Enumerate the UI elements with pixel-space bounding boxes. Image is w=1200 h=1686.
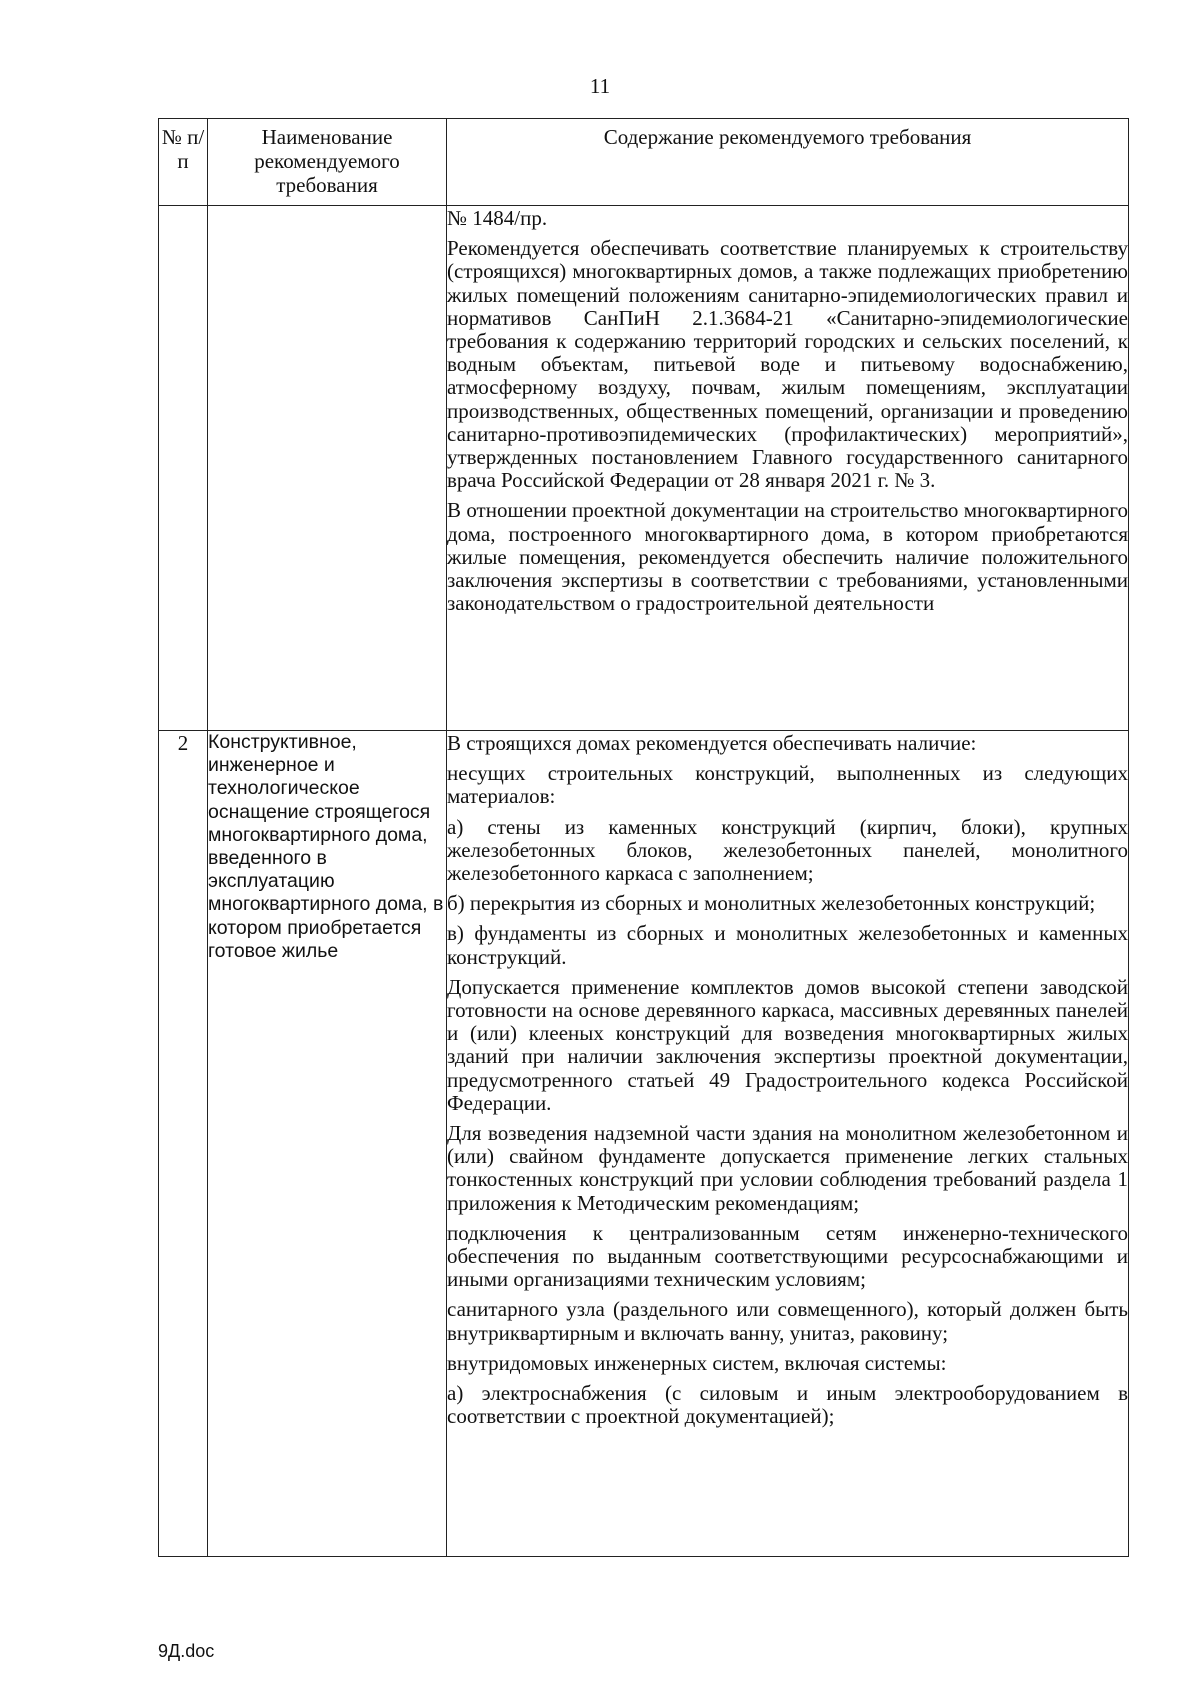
- paragraph: В отношении проектной документации на строительство многоквартирного дома, построенного многоквартирного дома, в котором приобретаются жилые помещения, рекомендуется обеспечить наличие положительного заключения экспертизы в соответствии с требованиями, установленными законодательством о градостроительной деятельности: [447, 498, 1128, 616]
- requirements-table: [158, 118, 1129, 1557]
- paragraph: Рекомендуется обеспечивать соответствие планируемых к строительству (строящихся) многоквартирных домов, а также подлежащих приобретению жилых помещений положениям санитарно-эпидемиологических правил и нормативов СанПиН 2.1.3684-21 «Санитарно-эпидемиологические требования к содержанию территорий городских и сельских поселений, к водным объектам, питьевой воде и питьевому водоснабжению, атмосферному воздуху, почвам, жилым помещениям, эксплуатации производственных, общественных помещений, организации и проведению санитарно-противоэпидемических (профилактических) мероприятий», утвержденных постановлением Главного государственного санитарного врача Российской Федерации от 28 января 2021 г. № 3.: [447, 236, 1128, 493]
- paragraph: санитарного узла (раздельного или совмещенного), который должен быть внутриквартирным и включать ванну, унитаз, раковину;: [447, 1297, 1128, 1345]
- paragraph: Для возведения надземной части здания на монолитном железобетонном и (или) свайном фундаменте допускается применение легких стальных тонкостенных конструкций при условии соблюдения требований раздела 1 приложения к Методическим рекомендациям;: [447, 1121, 1128, 1215]
- header-number: № п/п: [159, 119, 208, 206]
- paragraph: подключения к централизованным сетям инженерно-технического обеспечения по выданным соответствующими ресурсоснабжающими и иными организациями техническим условиям;: [447, 1220, 1128, 1292]
- page-number: 11: [589, 74, 611, 98]
- table-header-row: [159, 119, 1129, 206]
- header-name: Наименование рекомендуемого требования: [208, 119, 447, 206]
- table-row: [159, 206, 1129, 731]
- paragraph: Допускается применение комплектов домов высокой степени заводской готовности на основе деревянного каркаса, массивных деревянных панелей и (или) клееных конструкций для возведения многоквартирных жилых зданий при наличии заключения экспертизы проектной документации, предусмотренного статьей 49 Градостроительного кодекса Российской Федерации.: [447, 974, 1128, 1115]
- row-name: [208, 206, 447, 731]
- table-row: [159, 731, 1129, 1557]
- row-number: [159, 206, 208, 731]
- paragraph: внутридомовых инженерных систем, включая системы:: [447, 1350, 947, 1375]
- row-name: Конструктивное, инженерное и технологическое оснащение строящегося многоквартирного дома, введенного в эксплуатацию многоквартирного дома, в котором приобретается готовое жилье: [208, 731, 447, 1557]
- paragraph: а) электроснабжения (с силовым и иным электрооборудованием в соответствии с проектной документацией);: [447, 1381, 1128, 1429]
- paragraph: а) стены из каменных конструкций (кирпич, блоки), крупных железобетонных блоков, железобетонных панелей, монолитного железобетонного каркаса с заполнением;: [447, 814, 1128, 886]
- row-content: [447, 206, 1129, 731]
- paragraph: б) перекрытия из сборных и монолитных железобетонных конструкций;: [447, 891, 1096, 916]
- paragraph: В строящихся домах рекомендуется обеспечивать наличие:: [447, 731, 977, 755]
- row-number: 2: [159, 731, 208, 1557]
- paragraph: несущих строительных конструкций, выполненных из следующих материалов:: [447, 761, 1128, 809]
- row-content: [447, 731, 1129, 1557]
- paragraph: № 1484/пр.: [447, 206, 548, 230]
- document-filename: 9Д.doc: [158, 1641, 215, 1661]
- header-content: Содержание рекомендуемого требования: [447, 119, 1129, 206]
- paragraph: в) фундаменты из сборных и монолитных железобетонных и каменных конструкций.: [447, 921, 1128, 969]
